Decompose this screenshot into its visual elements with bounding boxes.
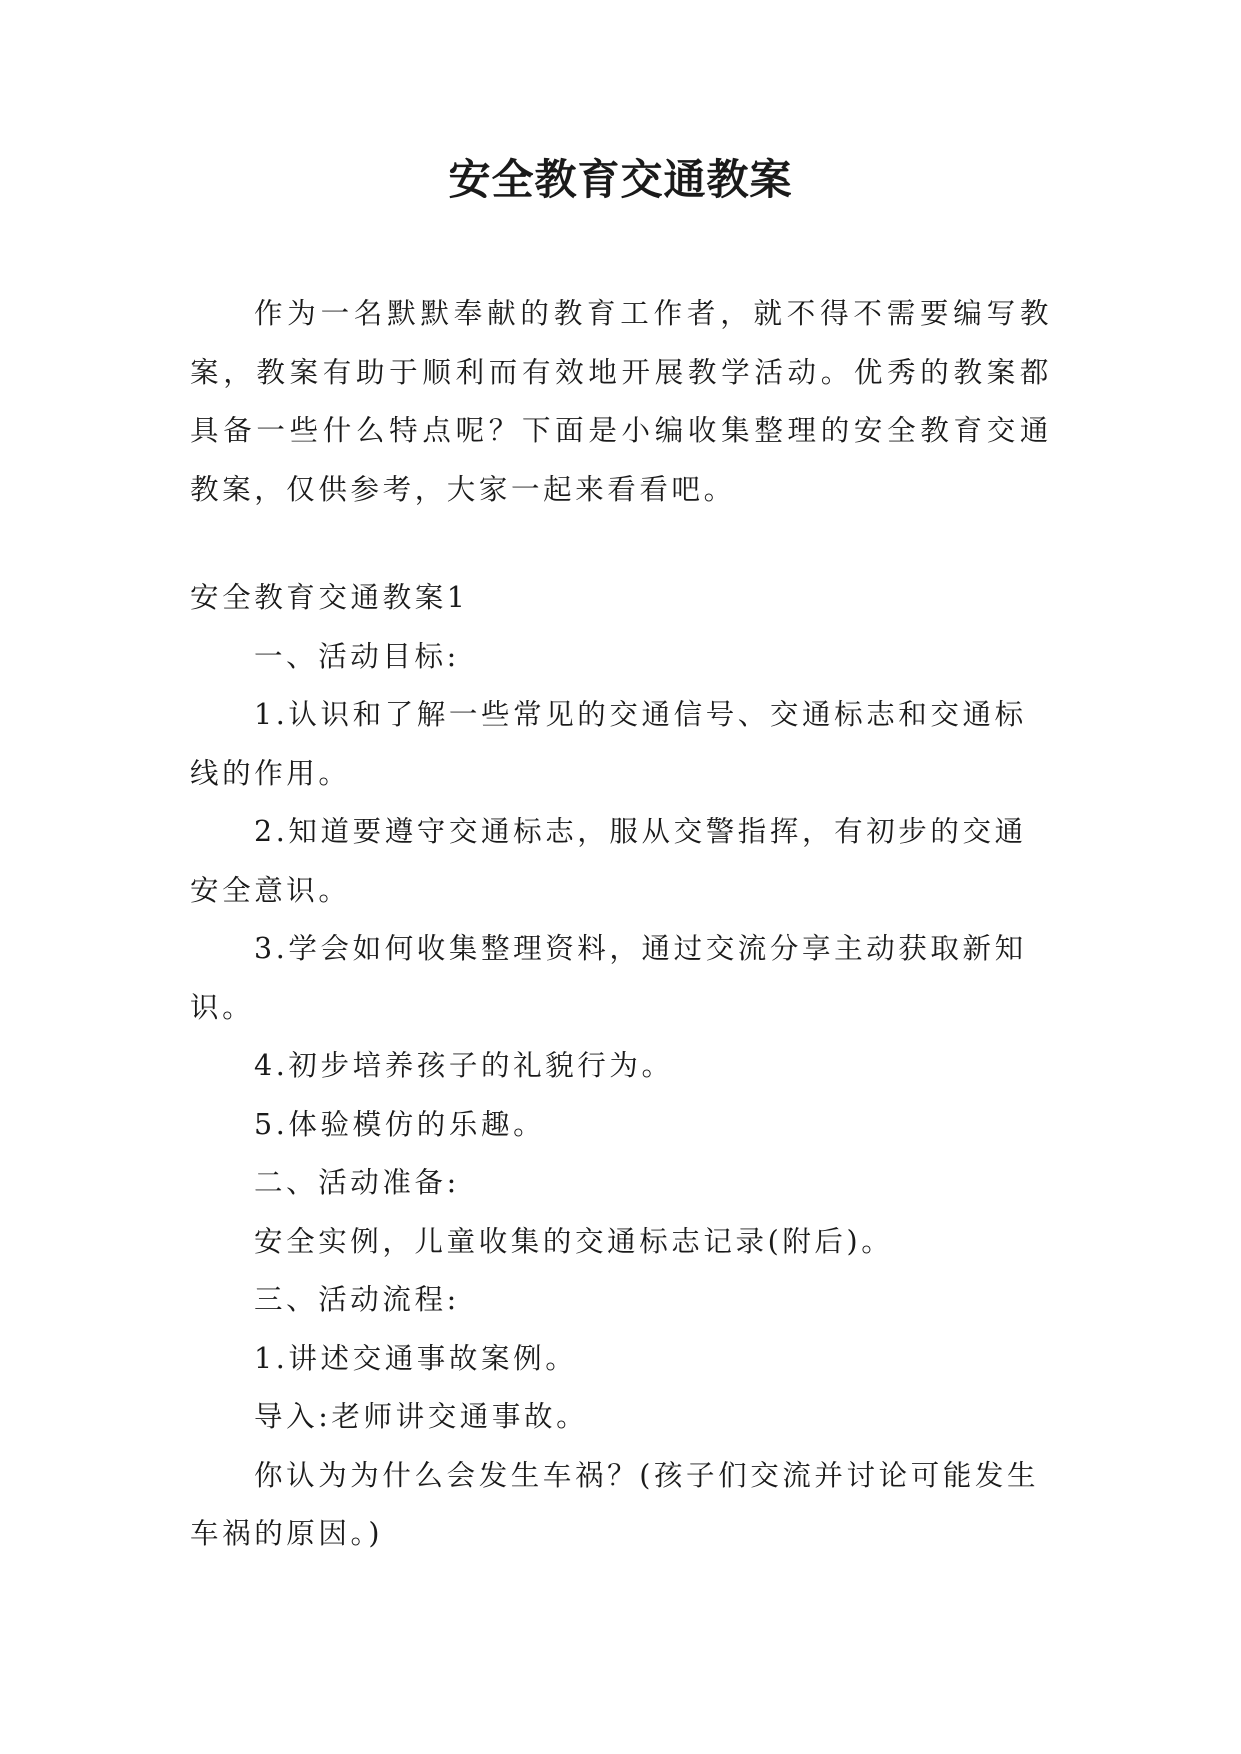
heading-activity-goals: 一、活动目标: xyxy=(254,639,460,673)
goal-item-2: 2.知道要遵守交通标志，服从交警指挥，有初步的交通安全意识。 xyxy=(190,815,1027,907)
process-step-1: 1.讲述交通事故案例。 xyxy=(254,1341,578,1375)
document-body xyxy=(190,285,1052,1564)
preparation-text: 安全实例，儿童收集的交通标志记录(附后)。 xyxy=(254,1224,894,1258)
section-heading: 安全教育交通教案1 xyxy=(190,581,469,614)
goal-item-3: 3.学会如何收集整理资料，通过交流分享主动获取新知识。 xyxy=(190,932,1027,1024)
intro-paragraph: 作为一名默默奉献的教育工作者，就不得不需要编写教案，教案有助于顺利而有效地开展教学活动。优秀的教案都具备一些什么特点呢？下面是小编收集整理的安全教育交通教案，仅供参考，大家一起来看看吧。 xyxy=(190,297,1052,506)
goal-item-5: 5.体验模仿的乐趣。 xyxy=(254,1107,546,1141)
process-intro: 导入:老师讲交通事故。 xyxy=(254,1400,589,1433)
heading-activity-process: 三、活动流程: xyxy=(254,1283,460,1316)
process-question: 你认为为什么会发生车祸？(孩子们交流并讨论可能发生车祸的原因。) xyxy=(190,1458,1040,1550)
goal-item-4: 4.初步培养孩子的礼貌行为。 xyxy=(254,1049,674,1082)
heading-activity-preparation: 二、活动准备: xyxy=(254,1166,460,1199)
goal-item-1: 1.认识和了解一些常见的交通信号、交通标志和交通标线的作用。 xyxy=(190,698,1027,790)
document-title: 安全教育交通教案 xyxy=(448,155,793,204)
